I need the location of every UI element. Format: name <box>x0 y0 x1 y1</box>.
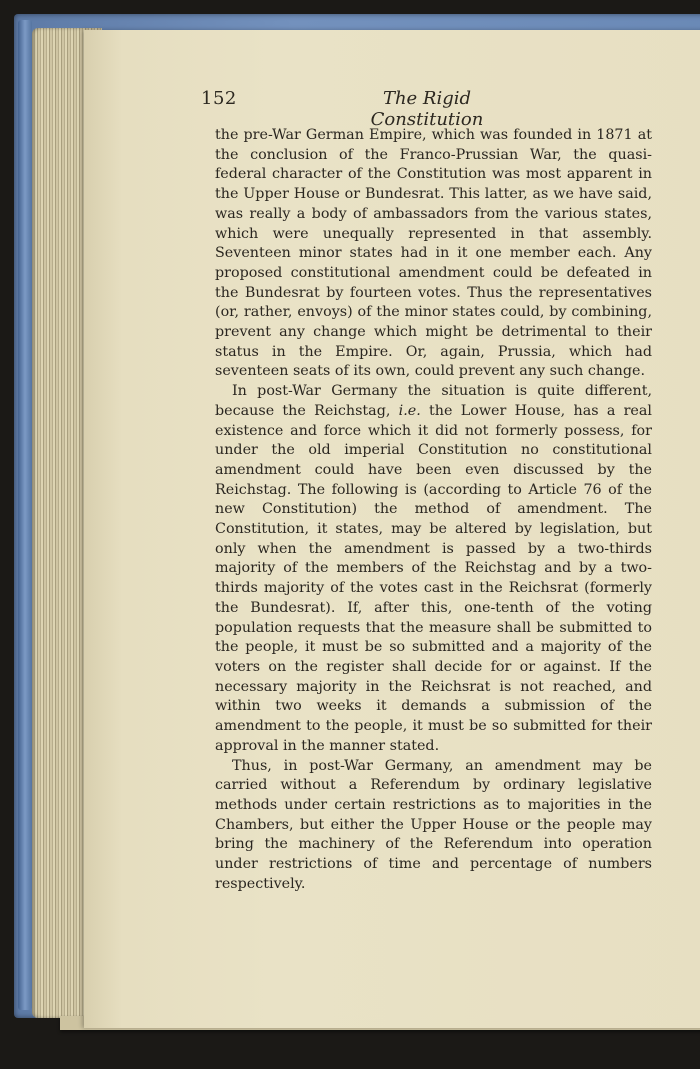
paragraph-text: the Lower House, has a real existence and force which it did not formerly possess, for under the old imperial Constitution no constitutional amendment could have been even discussed by the Reichstag. The following is (according to Article 76 of the new Constitution) the method of amendment. The Constitution, it states, may be altered by legislation, but only when the amendment is passed by a two-thirds majority of the members of the Reichstag and by a two-thirds majority of the votes cast in the Reichsrat (formerly the Bundesrat). If, after this, one-tenth of the voting population requests that the measure shall be submitted to the people, it must be so submitted and a majority of the voters on the register shall decide for or against. If the necessary majority in the Reichsrat is not reached, and within two weeks it demands a submission of the amendment to the people, it must be so submitted for their approval in the manner stated. <box>215 402 652 754</box>
paragraph-text: the pre-War German Empire, which was founded in 1871 at the conclusion of the Franco-Prussian War, the quasi-federal character of the Constitution was most apparent in the Upper House or Bundesrat. This latter, as we have said, was really a body of ambassadors from the various states, which were unequally represented in that assembly. Seventeen minor states had in it one member each. Any proposed constitutional amendment could be defeated in the Bundesrat by fourteen votes. Thus the representatives (or, rather, envoys) of the minor states could, by combining, prevent any change which might be detrimental to their status in the Empire. Or, again, Prussia, which had seventeen seats of its own, could prevent any such change. <box>215 127 652 380</box>
paragraph <box>215 757 652 895</box>
page-header <box>201 88 651 130</box>
italic-abbreviation: i.e. <box>398 402 421 419</box>
body-text <box>215 126 652 894</box>
paragraph-text: Thus, in post-War Germany, an amendment may be carried without a Referendum by ordinary legislative methods under certain restrictions as to majorities in the Chambers, but either the Upper House or the people may bring the machinery of the Referendum into operation under restrictions of time and percentage of numbers respectively. <box>215 757 652 892</box>
running-head: The Rigid Constitution <box>370 88 484 130</box>
book-cover-edge <box>18 20 32 1010</box>
paragraph-text: In post-War Germany the situation is quite different, because the Reichstag, <box>215 383 652 419</box>
page-number: 152 <box>201 88 237 109</box>
paragraph <box>215 126 652 382</box>
paragraph <box>215 382 652 756</box>
